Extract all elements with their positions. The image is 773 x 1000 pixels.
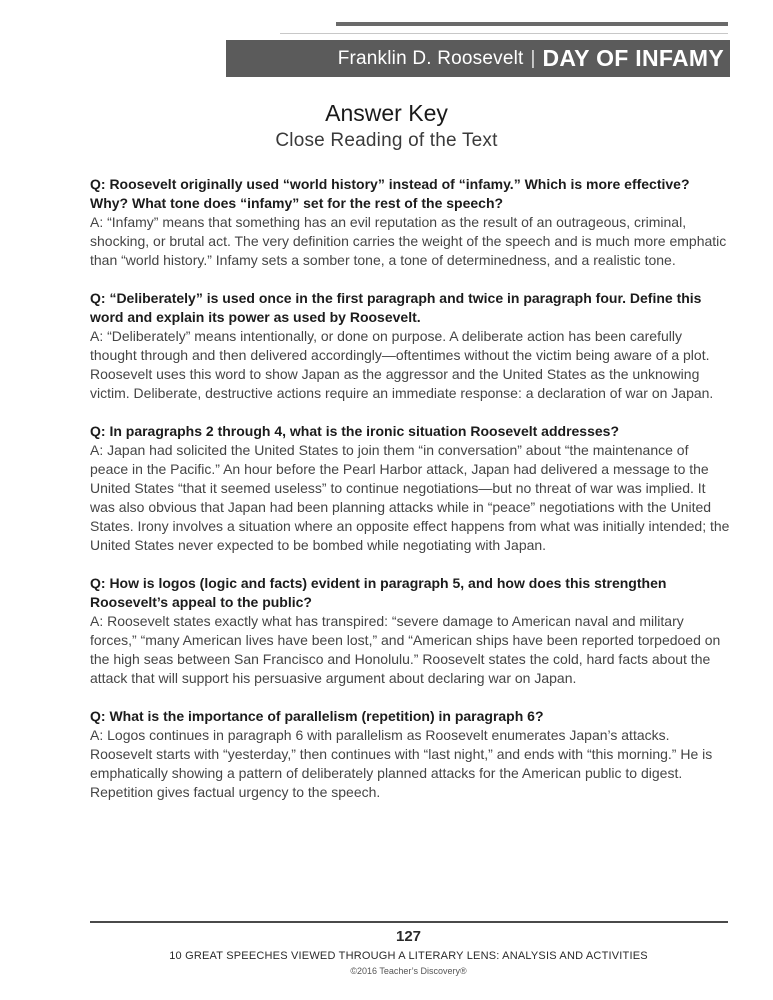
qa-item bbox=[90, 422, 730, 555]
answer-text: A: Japan had solicited the United States to join them “in conversation” about “the maintenance of peace in the Pacific.” An hour before the Pearl Harbor attack, Japan had delivered a message to the United States “that it seemed useless” to continue negotiations—but no threat of war was implied. It was also obvious that Japan had been planning attacks while in “peace” negotiations with the United States. Irony involves a situation where an opposite effect happens from what was initially intended; the United States never expected to be bombed while negotiating with Japan. bbox=[90, 442, 730, 553]
qa-list bbox=[90, 175, 730, 821]
answer-text: A: “Infamy” means that something has an evil reputation as the result of an outrageous, criminal, shocking, or brutal act. The very definition carries the weight of the speech and is much more emphatic than “world history.” Infamy sets a somber tone, a tone of determinedness, and a realistic tone. bbox=[90, 214, 727, 268]
question-label: Q bbox=[90, 423, 101, 439]
qa-item bbox=[90, 289, 730, 403]
answer-text: A: Logos continues in paragraph 6 with parallelism as Roosevelt enumerates Japan’s attacks. Roosevelt starts with “yesterday,” then continues with “last night,” and ends with “this morning.” He is emphatically showing a pattern of deliberately planned attacks for the American public to digest. Repetition gives factual urgency to the speech. bbox=[90, 727, 713, 800]
qa-item bbox=[90, 707, 730, 802]
answer-text: A: “Deliberately” means intentionally, or done on purpose. A deliberate action has been carefully thought through and then delivered accordingly—oftentimes without the victim being aware of a plot. Roosevelt uses this word to show Japan as the aggressor and the United States as the unknowing victim. Deliberate, destructive actions require an immediate response: a declaration of war on Japan. bbox=[90, 328, 714, 401]
footer-rule bbox=[90, 921, 728, 923]
question bbox=[90, 574, 730, 612]
header-separator: | bbox=[530, 47, 536, 69]
answer-key-heading bbox=[0, 98, 773, 154]
page-subtitle: Close Reading of the Text bbox=[275, 130, 498, 151]
question bbox=[90, 422, 730, 441]
page-title: Answer Key bbox=[325, 100, 448, 126]
copyright: ©2016 Teacher’s Discovery® bbox=[350, 966, 467, 976]
question-text: : In paragraphs 2 through 4, what is the ironic situation Roosevelt addresses? bbox=[100, 423, 619, 439]
question-text: : “Deliberately” is used once in the first paragraph and twice in paragraph four. Define this word and explain its power as used by Roosevelt. bbox=[90, 290, 702, 325]
question-label: Q bbox=[90, 290, 101, 306]
qa-item bbox=[90, 175, 730, 270]
header-bar bbox=[226, 40, 730, 77]
question-label: Q bbox=[90, 575, 101, 591]
question-text: : Roosevelt originally used “world history” instead of “infamy.” Which is more effective? Why? What tone does “infamy” set for the rest of the speech? bbox=[90, 176, 690, 211]
question bbox=[90, 707, 730, 726]
question-text: : How is logos (logic and facts) evident in paragraph 5, and how does this strengthen Roosevelt’s appeal to the public? bbox=[90, 575, 667, 610]
question-text: : What is the importance of parallelism (repetition) in paragraph 6? bbox=[100, 708, 544, 724]
book-title: 10 GREAT SPEECHES VIEWED THROUGH A LITERARY LENS: ANALYSIS AND ACTIVITIES bbox=[169, 950, 648, 962]
page-number: 127 bbox=[395, 928, 422, 945]
header-thin-rule bbox=[280, 33, 728, 34]
answer-text: A: Roosevelt states exactly what has transpired: “severe damage to American naval and military forces,” “many American lives have been lost,” and “American ships have been reported torpedoed on the high seas between San Francisco and Honolulu.” Roosevelt states the cold, hard facts about the attack that will support his persuasive argument about declaring war on Japan. bbox=[90, 613, 721, 686]
question bbox=[90, 289, 730, 327]
header-author: Franklin D. Roosevelt bbox=[337, 47, 524, 69]
header-top-rule bbox=[336, 22, 728, 26]
question-label: Q bbox=[90, 176, 101, 192]
qa-item bbox=[90, 574, 730, 688]
header-title: DAY OF INFAMY bbox=[542, 45, 724, 71]
question bbox=[90, 175, 730, 213]
question-label: Q bbox=[90, 708, 101, 724]
